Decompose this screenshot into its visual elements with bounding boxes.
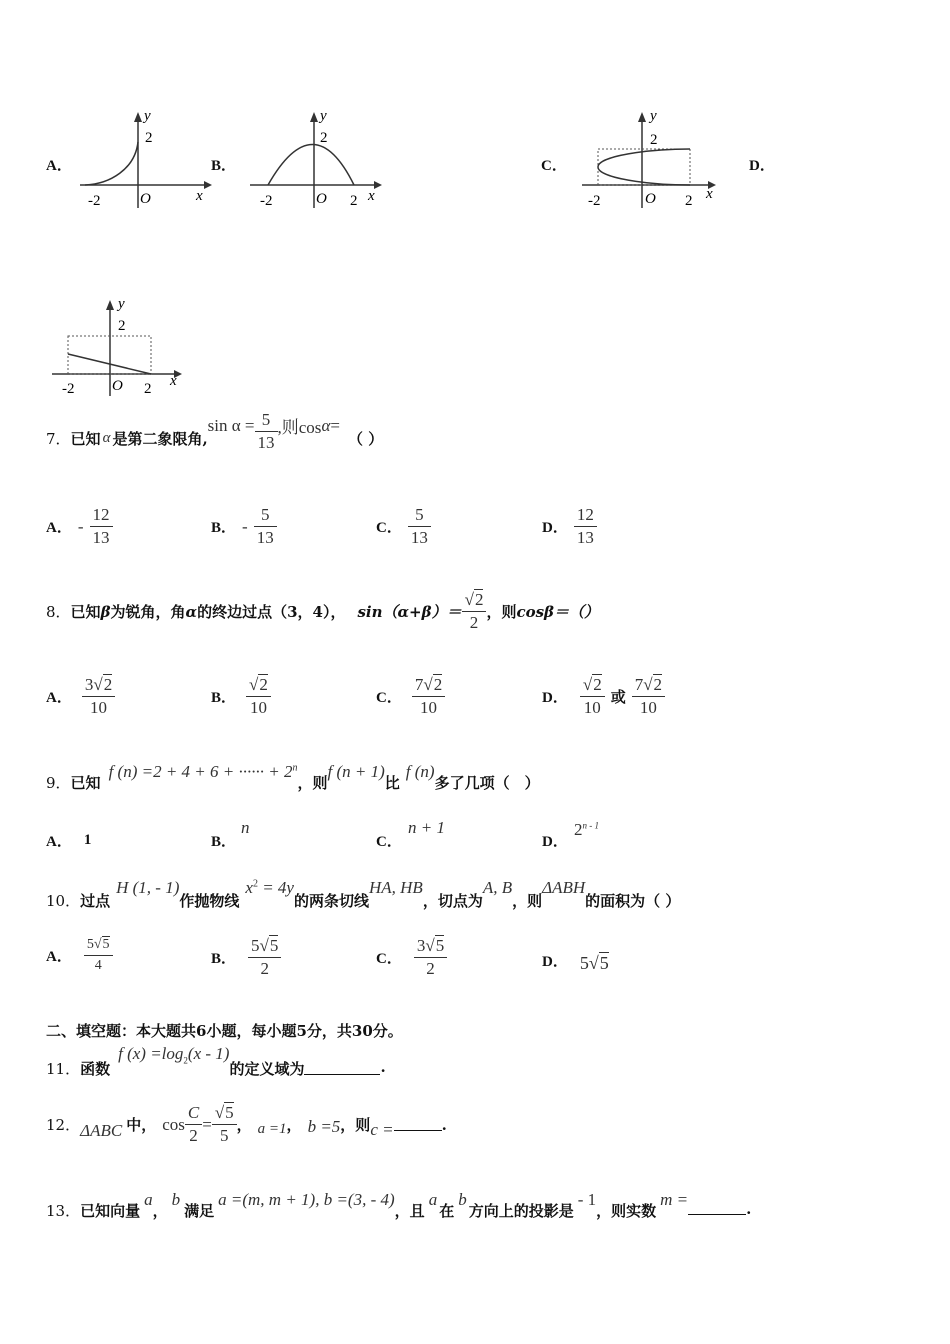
q13-text-3: 满足 bbox=[184, 1202, 215, 1220]
q13-text-1: 已知向量 bbox=[80, 1202, 141, 1220]
q12-fraction-2-rad: 5 bbox=[225, 1103, 234, 1122]
q11-expression-a: f (x) =log bbox=[118, 1044, 184, 1063]
q13-text-2: ， bbox=[152, 1202, 168, 1220]
q8-text-4: ，则 bbox=[486, 603, 517, 621]
q12-side-b: b =5 bbox=[307, 1116, 341, 1136]
option-b-label: B． bbox=[211, 158, 237, 174]
q10-option-a-den: 4 bbox=[94, 958, 102, 973]
q10-text-1: 过点 bbox=[80, 892, 111, 910]
q10-text-6: 的面积为（ ） bbox=[585, 892, 681, 910]
q13-vector-b: b bbox=[171, 1190, 181, 1209]
q10-option-c-den: 2 bbox=[426, 959, 435, 978]
option-c-label: C． bbox=[541, 158, 567, 174]
graph-a bbox=[80, 104, 220, 214]
q10-options bbox=[46, 936, 906, 988]
q13-text-5: 在 bbox=[439, 1202, 455, 1220]
q8-option-d-den2: 10 bbox=[639, 698, 657, 717]
q7-option-d-den: 13 bbox=[576, 528, 594, 547]
q9-option-a bbox=[46, 830, 91, 851]
q9-option-a-label: A． bbox=[46, 834, 72, 850]
q9-number: 9． bbox=[46, 774, 71, 792]
q11-expression-base: 2 bbox=[183, 1055, 188, 1066]
q12-text-3: ， bbox=[286, 1116, 302, 1134]
q7-option-a-label: A． bbox=[46, 520, 72, 536]
q7-option-a bbox=[46, 505, 113, 548]
q8-text-2: 为锐角，角 bbox=[110, 603, 186, 621]
q8-option-b-rad: 2 bbox=[259, 675, 268, 694]
q9-option-d-base: 2 bbox=[574, 820, 583, 839]
q9-option-b bbox=[211, 818, 250, 851]
q8-option-d-or: 或 bbox=[610, 688, 626, 706]
q13-answer-blank[interactable] bbox=[688, 1190, 746, 1215]
graph-b bbox=[250, 104, 390, 214]
graph-b-tick-left: -2 bbox=[260, 193, 273, 209]
q10-option-b-frac: $\frac{5√5}{2}$ bbox=[248, 936, 281, 979]
q10-option-a-rad: 5 bbox=[102, 937, 110, 952]
q8-den: 2 bbox=[469, 613, 479, 632]
q8-option-c-den: 10 bbox=[420, 698, 438, 717]
q12-text-4: ，则 bbox=[340, 1116, 371, 1134]
q7-then: ,则cos bbox=[277, 418, 322, 437]
q10-text-2: 作抛物线 bbox=[179, 892, 240, 910]
q8-option-c-rad: 2 bbox=[433, 675, 443, 694]
q8-option-b bbox=[211, 675, 271, 718]
q8-option-c-label: C． bbox=[376, 690, 402, 706]
q7-alpha: α bbox=[102, 430, 111, 446]
q7-option-b-den: 13 bbox=[256, 528, 274, 547]
q10-option-b-rad: 5 bbox=[269, 936, 279, 955]
q7-option-b-label: B． bbox=[211, 520, 237, 536]
q12-cos: cos bbox=[162, 1114, 185, 1134]
q12-fraction-1-den: 2 bbox=[189, 1126, 198, 1145]
q8-option-b-label: B． bbox=[211, 690, 237, 706]
graph-d-x-label: x bbox=[170, 373, 177, 389]
q13-vector-a-2: a bbox=[428, 1190, 438, 1209]
q8-option-a bbox=[46, 675, 115, 718]
graph-d-tick-left: -2 bbox=[62, 381, 75, 397]
q10-option-a bbox=[46, 936, 113, 975]
q13-text-6: 方向上的投影是 bbox=[468, 1202, 574, 1220]
q13-end: . bbox=[746, 1200, 752, 1218]
q7-option-d-frac bbox=[574, 505, 597, 548]
q8-option-b-frac: $\frac{√2}{10}$ bbox=[246, 675, 271, 718]
q9-fn: f (n) bbox=[405, 762, 435, 781]
question-10 bbox=[46, 878, 680, 911]
q8-option-a-label: A． bbox=[46, 690, 72, 706]
q7-option-d-label: D． bbox=[542, 520, 568, 536]
q9-text-3: 比 bbox=[384, 774, 400, 792]
q12-side-c: c = bbox=[370, 1119, 394, 1139]
graph-a-tick-left: -2 bbox=[88, 193, 101, 209]
q9-fn1: f (n + 1) bbox=[327, 762, 385, 781]
graph-d-tick-right: 2 bbox=[144, 381, 152, 397]
q8-options bbox=[46, 675, 906, 727]
q12-number: 12． bbox=[46, 1116, 81, 1134]
q7-option-a-den: 13 bbox=[92, 528, 110, 547]
graph-b-tick-y: 2 bbox=[320, 130, 328, 146]
q7-eq: = bbox=[330, 415, 340, 435]
q8-option-a-frac: $\frac{3√2}{10}$ bbox=[82, 675, 115, 718]
q11-expression bbox=[118, 1044, 229, 1065]
q9-option-c-label: C． bbox=[376, 834, 402, 850]
q10-option-d bbox=[542, 936, 609, 984]
q9-option-c bbox=[376, 818, 445, 851]
question-9 bbox=[46, 762, 540, 793]
graph-c-tick-left: -2 bbox=[588, 193, 601, 209]
q11-expression-b: (x - 1) bbox=[187, 1044, 230, 1063]
q7-option-d bbox=[542, 505, 597, 548]
q12-fraction-1-num: C bbox=[185, 1103, 202, 1125]
q9-expression-body: f (n) =2 + 4 + 6 + ······ + 2 bbox=[108, 762, 293, 781]
q13-number: 13． bbox=[46, 1202, 81, 1220]
q7-option-d-num: 12 bbox=[574, 505, 597, 527]
q8-sin-expr: sin（α+β）＝ bbox=[357, 603, 462, 621]
q8-option-c bbox=[376, 675, 445, 718]
q9-option-c-value: n + 1 bbox=[408, 818, 445, 837]
q9-option-d-label: D． bbox=[542, 834, 568, 850]
q8-option-a-den: 10 bbox=[90, 698, 108, 717]
q7-option-c-frac bbox=[408, 505, 431, 548]
q9-options bbox=[46, 818, 906, 854]
q10-option-d-rad: 5 bbox=[599, 952, 609, 973]
q7-alpha-2: α bbox=[321, 415, 331, 435]
q8-option-c-frac: $\frac{7√2}{10}$ bbox=[412, 675, 445, 718]
q10-parabola-exp: 2 bbox=[252, 878, 258, 890]
graph-c-y-label: y bbox=[650, 108, 657, 124]
q7-fraction-den: 13 bbox=[257, 433, 275, 452]
q8-number: 8． bbox=[46, 603, 71, 621]
q10-parabola bbox=[245, 878, 294, 898]
graph-a-tick-y: 2 bbox=[145, 130, 153, 146]
graph-a-x-label: x bbox=[196, 188, 203, 204]
q8-option-d-coef2: 7 bbox=[634, 675, 644, 694]
q12-fraction-2: $\frac{√5}{5}$ bbox=[212, 1103, 237, 1146]
question-13 bbox=[46, 1190, 751, 1221]
q7-option-a-num: 12 bbox=[90, 505, 113, 527]
q9-option-d-exp: n - 1 bbox=[582, 820, 599, 831]
q8-text-1: 已知 bbox=[70, 603, 101, 621]
q12-fraction-1 bbox=[185, 1103, 202, 1146]
q7-option-c bbox=[376, 505, 431, 548]
q10-option-a-frac: $\frac{5√5}{4}$ bbox=[84, 936, 113, 975]
q8-alpha: α bbox=[185, 602, 198, 621]
q10-option-b-den: 2 bbox=[260, 959, 269, 978]
q8-option-b-den: 10 bbox=[249, 698, 267, 717]
q7-paren: （ ） bbox=[347, 430, 384, 448]
q10-point: H (1, - 1) bbox=[116, 878, 180, 897]
q7-option-c-den: 13 bbox=[410, 528, 428, 547]
q9-expression bbox=[109, 762, 298, 782]
q11-text-1: 函数 bbox=[80, 1060, 111, 1078]
q9-text-2: ，则 bbox=[297, 774, 328, 792]
graph-c bbox=[578, 104, 728, 214]
q12-text-1: 中， bbox=[126, 1116, 157, 1134]
graph-d-tick-y: 2 bbox=[118, 318, 126, 334]
q8-text-3: 的终边过点（3，4）， bbox=[197, 603, 346, 621]
q10-text-5: ，则 bbox=[512, 892, 543, 910]
q7-option-a-frac bbox=[90, 505, 113, 548]
q7-text-2: 是第二象限角, bbox=[112, 430, 208, 448]
q7-option-c-label: C． bbox=[376, 520, 402, 536]
graph-c-x-label: x bbox=[706, 186, 713, 202]
question-7 bbox=[46, 410, 384, 453]
graph-c-tick-right: 2 bbox=[685, 193, 693, 209]
q10-option-d-coef: 5 bbox=[579, 952, 589, 973]
q12-fraction-2-den: 5 bbox=[219, 1126, 229, 1145]
q8-option-c-coef: 7 bbox=[414, 675, 424, 694]
q10-number: 10． bbox=[46, 892, 81, 910]
q8-option-d-rad: 2 bbox=[593, 675, 602, 694]
graph-d-y-label: y bbox=[118, 296, 125, 312]
q8-option-d-rad2: 2 bbox=[653, 675, 663, 694]
graph-b-x-label: x bbox=[368, 188, 375, 204]
q13-vector-a: a bbox=[144, 1190, 153, 1209]
q10-option-b bbox=[211, 936, 281, 979]
q11-text-2: 的定义域为 bbox=[229, 1060, 305, 1078]
q10-parabola-x: x bbox=[245, 878, 253, 897]
q12-text-2: ， bbox=[236, 1116, 252, 1134]
question-8 bbox=[46, 590, 599, 633]
graph-d bbox=[48, 292, 198, 402]
q8-beta: β bbox=[100, 602, 111, 621]
graph-b-y-label: y bbox=[320, 108, 327, 124]
q8-radicand: 2 bbox=[474, 590, 484, 609]
q8-option-d bbox=[542, 675, 665, 718]
q11-number: 11． bbox=[46, 1060, 81, 1078]
graph-c-tick-y: 2 bbox=[650, 132, 658, 148]
q7-option-a-sign: - bbox=[77, 516, 84, 536]
q10-option-d-value: 5√5 bbox=[579, 952, 609, 973]
q10-option-c-label: C． bbox=[376, 951, 402, 967]
q9-text-1: 已知 bbox=[70, 774, 101, 792]
q7-fraction bbox=[255, 410, 278, 453]
q8-fraction: $\frac{√2}{2}$ bbox=[462, 590, 487, 633]
q9-expression-exp: n bbox=[292, 762, 298, 774]
q9-option-b-value: n bbox=[241, 818, 250, 837]
q10-tangent-points: A, B bbox=[482, 878, 513, 897]
q10-option-a-label: A． bbox=[46, 949, 72, 965]
q7-text-1: 已知 bbox=[70, 430, 101, 448]
q12-side-a: a =1 bbox=[257, 1121, 287, 1137]
q12-end: . bbox=[441, 1115, 447, 1134]
q12-eq: = bbox=[202, 1114, 212, 1134]
q8-option-a-coef: 3 bbox=[84, 675, 94, 694]
q7-options bbox=[46, 505, 906, 557]
q9-option-b-label: B． bbox=[211, 834, 237, 850]
graph-d-origin: O bbox=[112, 378, 123, 394]
q7-option-b-sign: - bbox=[242, 516, 248, 536]
q10-option-c bbox=[376, 936, 447, 979]
graph-b-origin: O bbox=[316, 191, 327, 207]
q10-text-4: ，切点为 bbox=[422, 892, 483, 910]
question-11 bbox=[46, 1042, 386, 1079]
graph-c-origin: O bbox=[645, 191, 656, 207]
q9-option-a-value: 1 bbox=[83, 832, 92, 848]
q7-number: 7． bbox=[46, 430, 71, 448]
q10-text-3: 的两条切线 bbox=[293, 892, 369, 910]
q12-answer-blank[interactable] bbox=[394, 1128, 442, 1131]
q8-option-d-frac-2: $\frac{7√2}{10}$ bbox=[632, 675, 665, 718]
q10-triangle: ΔABH bbox=[542, 878, 586, 897]
q10-lines: HA, HB bbox=[368, 878, 423, 897]
q8-option-a-rad: 2 bbox=[103, 675, 113, 694]
section-2-heading: 二、填空题：本大题共6小题，每小题5分，共30分。 bbox=[46, 1022, 403, 1040]
q13-projection-value: - 1 bbox=[577, 1190, 597, 1209]
option-a-label: A． bbox=[46, 158, 72, 174]
q7-option-b-num: 5 bbox=[254, 505, 277, 527]
graph-a-origin: O bbox=[140, 191, 151, 207]
q9-option-d bbox=[542, 820, 599, 851]
q8-cos-expr: cosβ＝（） bbox=[516, 603, 599, 621]
graph-a-y-label: y bbox=[144, 108, 151, 124]
q8-option-d-label: D． bbox=[542, 690, 568, 706]
q13-text-4: ，且 bbox=[394, 1202, 425, 1220]
q13-vector-b-2: b bbox=[458, 1190, 467, 1209]
q13-expression: a =(m, m + 1), b =(3, - 4) bbox=[218, 1190, 395, 1209]
option-d-label: D． bbox=[749, 158, 775, 174]
q9-text-4: 多了几项（ ） bbox=[434, 774, 540, 792]
q8-option-d-frac-1: $\frac{√2}{10}$ bbox=[580, 675, 605, 718]
q8-option-d-den: 10 bbox=[583, 698, 601, 717]
q11-end: . bbox=[380, 1058, 386, 1076]
q10-option-a-coef: 5 bbox=[86, 937, 94, 952]
q7-sin: sin α = bbox=[207, 415, 255, 435]
question-12 bbox=[46, 1103, 447, 1146]
q10-option-b-label: B． bbox=[211, 951, 237, 967]
q10-option-c-coef: 3 bbox=[416, 936, 426, 955]
q7-option-c-num: 5 bbox=[408, 505, 431, 527]
q7-option-b-frac bbox=[254, 505, 277, 548]
q7-option-b bbox=[211, 505, 277, 548]
q10-option-d-label: D． bbox=[542, 953, 568, 970]
q12-triangle: ΔABC bbox=[80, 1120, 123, 1140]
q10-option-b-coef: 5 bbox=[251, 936, 260, 955]
q10-option-c-rad: 5 bbox=[435, 936, 445, 955]
q10-option-c-frac: $\frac{3√5}{2}$ bbox=[414, 936, 447, 979]
q11-answer-blank[interactable] bbox=[304, 1058, 380, 1075]
q10-parabola-rest: = 4y bbox=[257, 878, 294, 897]
q13-m: m = bbox=[660, 1190, 689, 1209]
graph-b-tick-right: 2 bbox=[350, 193, 358, 209]
q9-option-d-value bbox=[574, 820, 599, 840]
q13-text-7: ，则实数 bbox=[596, 1202, 657, 1220]
q7-fraction-num: 5 bbox=[255, 410, 278, 432]
